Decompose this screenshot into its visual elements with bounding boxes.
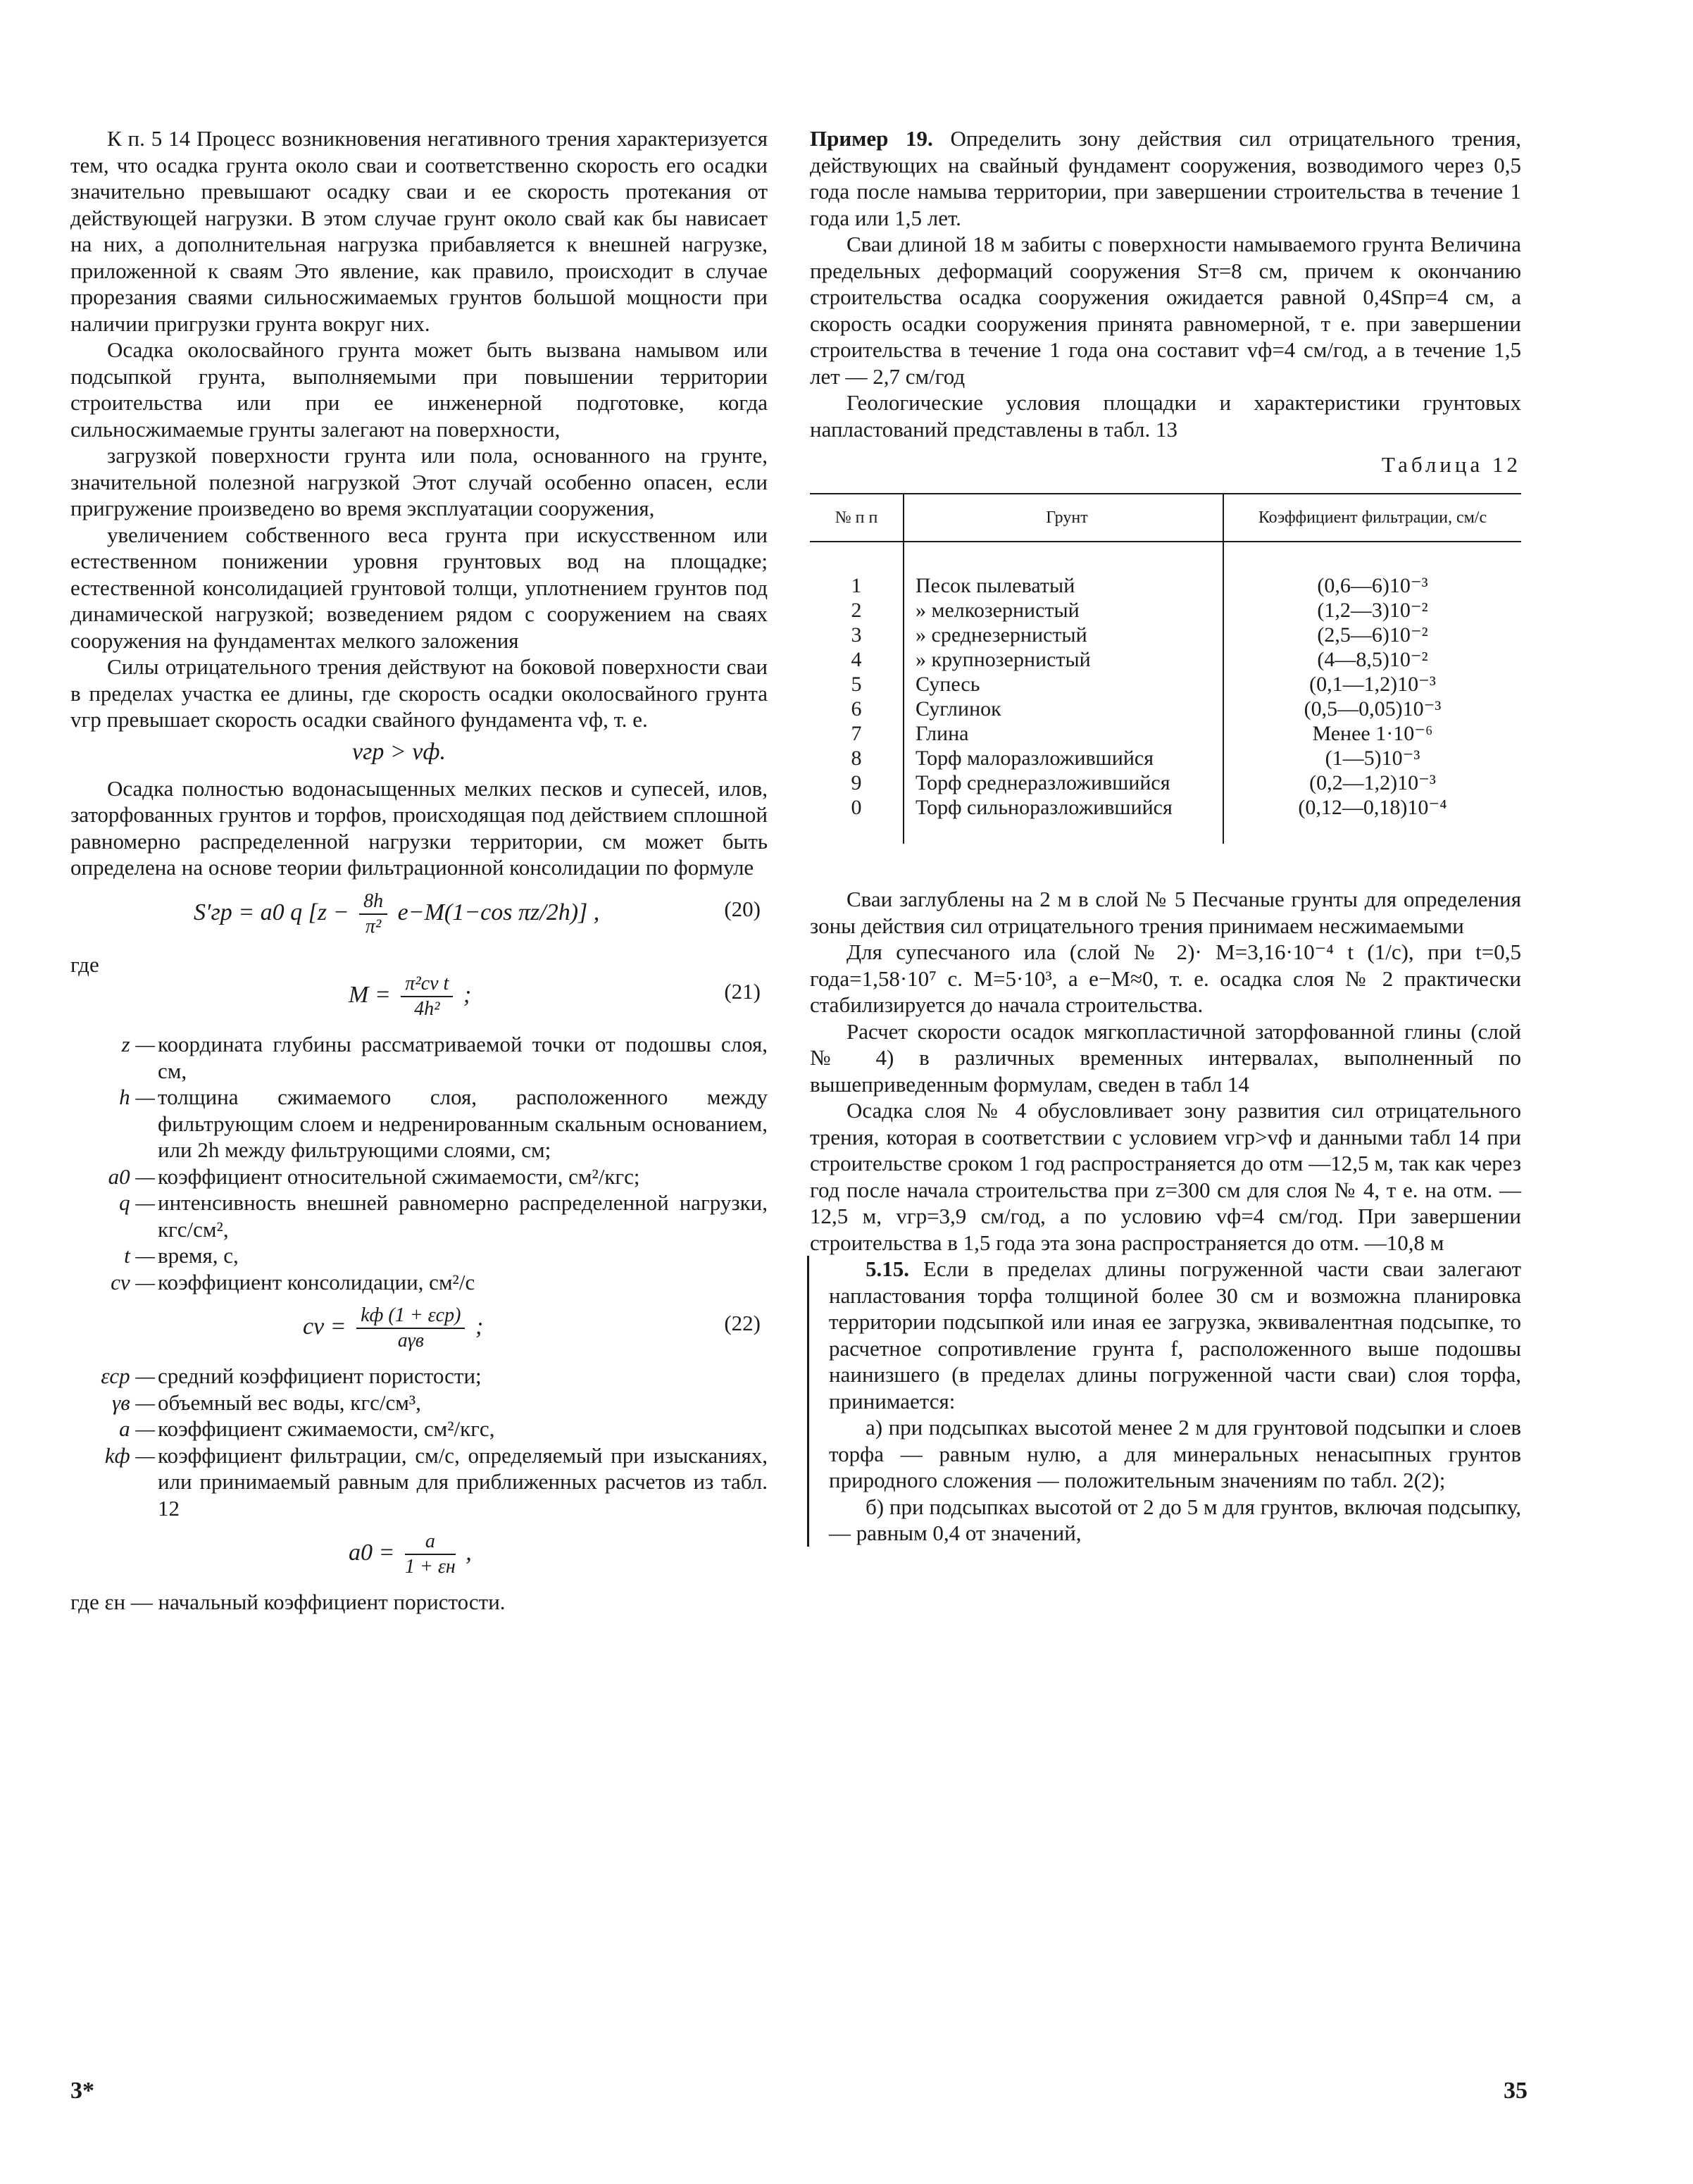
equation-20: [70, 881, 768, 949]
filtration-table: [810, 493, 1521, 844]
right-column: [810, 125, 1521, 1547]
definitions-1: [70, 1031, 768, 1295]
example-paragraph: [810, 125, 1521, 231]
paragraph: а) при подсыпках высотой менее 2 м для грунтовой подсыпки и слоев торфа — равным нулю, а для минеральных ненасыпных грунтов природного сложения — положительным значениям по табл. 2(2);: [829, 1415, 1521, 1492]
paragraph: Осадка слоя № 4 обусловливает зону развития сил отрицательного трения, которая в соответствии с условием vгр>vф и данными табл 14 при строительстве сроком 1 год распространяется до отм —12,5 м, так как через год после начала строительства при z=300 см для слоя № 4, т е. на отм. —12,5 м, vгр=3,9 см/год, а по условию vф=4 см/год. При завершении строительства в 1,5 года эта зона распространяется до отм. —10,8 м: [810, 1098, 1521, 1255]
table-row: 0 Торф сильноразложившийся (0,12—0,18)10⁻⁴: [810, 795, 1521, 844]
paragraph: Геологические условия площадки и характеристики грунтовых напластований представлены в табл. 13: [810, 390, 1521, 442]
paragraph: Сваи длиной 18 м забиты с поверхности намываемого грунта Величина предельных деформаций сооружения Sт=8 см, причем к окончанию строительства осадка сооружения ожидается равной 0,4Sпр=4 см, а скорость осадки сооружения принята равномерной, т е. при завершении строительства в течение 1 года она составит vф=4 см/год, а в течение 1,5 лет — 2,7 см/год: [810, 232, 1521, 389]
signature-mark: 3*: [70, 2078, 94, 2104]
definition: a0 — коэффициент относительной сжимаемости, см²/кгс;: [108, 1163, 640, 1189]
table-header-row: [810, 494, 1521, 542]
eq20-fraction: $\frac{8h}{\text{π²}}$: [359, 890, 387, 939]
eq20-rest: e−M(1−cos πz/2h)] ,: [397, 899, 600, 925]
eq20-lhs: S′гр = a0 q [z −: [194, 899, 349, 925]
paragraph: б) при подсыпках высотой от 2 до 5 м для грунтов, включая подсыпку, — равным 0,4 от значений,: [829, 1494, 1521, 1545]
paragraph: загрузкой поверхности грунта или пола, основанного на грунте, значительной полезной нагрузкой Этот случай особенно опасен, если пригружение произведено во время эксплуатации сооружения,: [70, 443, 768, 520]
example-text: Определить зону действия сил отрицательного трения, действующих на свайный фундамент сооружения, возводимого через 0,5 года после намыва территории, при завершении строительства в течение 1 года или 1,5 лет.: [810, 126, 1522, 230]
a0-fraction: $\frac{a}{1 + \varepsilon н}$: [404, 1530, 456, 1578]
paragraph: Расчет скорости осадок мягкопластичной заторфованной глины (слой № 4) в различных временных интервалах, выполненный по вышеприведенным формулам, сведен в табл 14: [810, 1018, 1521, 1097]
paragraph: Силы отрицательного трения действуют на боковой поверхности сваи в пределах участка ее длины, где скорость осадки околосвайного грунта vгр превышает скорость осадки свайного фундамента vф, т. е.: [70, 654, 768, 732]
paragraph: 5.15. Если в пределах длины погруженной части сваи залегают напластования торфа толщиной более 30 см и возможна планировка территории подсыпкой или иная ее загрузка, эквивалентная подсыпке, то расчетное сопротивление грунта f, расположенного выше подошвы наинизшего (в пределах длины погруженной части сваи) слоя торфа, принимается:: [829, 1256, 1522, 1414]
equation-a0: a0 = $\frac{a}{1 + \varepsilon н}$ ,: [349, 1530, 472, 1578]
paragraph: Для супесчаного ила (слой № 2)· M=3,16·10⁻⁴ t (1/с), при t=0,5 года=1,58·10⁷ с. M=5·10³, а e−M≈0, т. е. осадка слоя № 2 практически стабилизируется до начала строительства.: [810, 940, 1521, 1017]
definition: h — толщина сжимаемого слоя, расположенного между фильтрующим слоем и недренированным скальным основанием, или 2h между фильтрующими слоями, см;: [119, 1085, 768, 1162]
table-row: 1 Песок пылеватый (0,6—6)10⁻³: [810, 542, 1521, 598]
table-row: 3 » среднезернистый (2,5—6)10⁻²: [851, 623, 1428, 647]
definition: kф — коэффициент фильтрации, см/с, определяемый при изысканиях, или принимаемый равным для приближенных расчетов из табл. 12: [104, 1442, 768, 1521]
definition: z — координата глубины рассматриваемой точки от подошвы слоя, см,: [121, 1032, 768, 1083]
example-label: Пример 19.: [810, 126, 933, 151]
paragraph: К п. 5 14 Процесс возникновения негативного трения характеризуется тем, что осадка грунта около сваи и соответственно скорость его осадки значительно превышают осадку сваи и ее скорость протекания от действующей нагрузки. В этом случае грунт около свай как бы нависает на них, а дополнительная нагрузка прибавляется к внешней нагрузке, приложенной к сваям Это явление, как правило, происходит в случае прорезания сваями сильносжимаемых грунтов большой мощности при наличии пригрузки грунта вокруг них.: [70, 126, 768, 336]
definition: cv — коэффициент консолидации, см²/с: [111, 1269, 475, 1294]
equation-number: (21): [724, 979, 761, 1004]
column-header: № п п: [810, 494, 904, 542]
definitions-2: [70, 1363, 768, 1521]
eq22-fraction: $\frac{\text{kф (1 + εср)}}{\text{aγв}}$: [356, 1304, 465, 1353]
section-5-15: [807, 1256, 1521, 1547]
table-row: 7 Глина Менее 1·10⁻⁶: [851, 722, 1433, 745]
where-label: где: [70, 951, 99, 977]
eq21-fraction: $\frac{\text{π²cv t}}{\text{4h²}}$: [401, 972, 453, 1021]
paragraph: Сваи заглублены на 2 м в слой № 5 Песчаные грунты для определения зоны действия сил отрицательного трения принимаем несжимаемыми: [810, 887, 1521, 938]
table-row: 9 Торф среднеразложившийся (0,2—1,2)10⁻³: [851, 771, 1436, 794]
equation-number: (20): [724, 896, 761, 921]
left-column: [70, 125, 768, 1616]
paragraph: где εн — начальный коэффициент пористости.: [70, 1590, 506, 1614]
paragraph: увеличением собственного веса грунта при искусственном или естественном понижении уровня грунтовых вод на площадке; естественной консолидацией грунтовой толщи, уплотнением грунтов под динамической нагрузкой; возведением рядом с сооружением на сваях сооружения на фундаментах мелкого заложения: [70, 522, 768, 653]
equation-22: cv = $\frac{\text{kф (1 + εср)}}{\text{aγв}}$ ; (22): [303, 1304, 761, 1352]
table-row: 8 Торф малоразложившийся (1—5)10⁻³: [851, 747, 1420, 770]
column-header: Грунт: [904, 494, 1223, 542]
definition: q — интенсивность внешней равномерно распределенной нагрузки, кгс/см²,: [119, 1190, 768, 1242]
table-row: 4 » крупнозернистый (4—8,5)10⁻²: [851, 648, 1428, 671]
definition: γв — объемный вес воды, кгс/см³,: [112, 1390, 421, 1415]
paragraph: Осадка полностью водонасыщенных мелких песков и супесей, илов, заторфованных грунтов и торфов, происходящая под действием сплошной равномерно распределенной нагрузки территории, см может быть определена на основе теории фильтрационной консолидации по формуле: [70, 775, 768, 880]
table-row: 6 Суглинок (0,5—0,05)10⁻³: [851, 697, 1442, 720]
column-header: Коэффициент фильтрации, см/с: [1223, 494, 1521, 542]
table-caption: Таблица 12: [1381, 452, 1521, 477]
definition: t — время, с,: [124, 1243, 239, 1268]
table-row: 5 Супесь (0,1—1,2)10⁻³: [851, 673, 1436, 696]
equation-21: M = $\frac{\text{π²cv t}}{\text{4h²}}$ ; (21): [349, 973, 761, 1020]
equation-number: (22): [724, 1311, 761, 1335]
section-number: 5.15.: [866, 1256, 909, 1281]
definition: a — коэффициент сжимаемости, см²/кгс,: [119, 1416, 495, 1441]
inequality: vгр > vф.: [352, 738, 446, 765]
definition: εср — средний коэффициент пористости;: [101, 1364, 482, 1388]
table-row: 2 » мелкозернистый (1,2—3)10⁻²: [851, 599, 1428, 622]
page-number: 35: [1504, 2078, 1528, 2104]
paragraph: Осадка околосвайного грунта может быть вызвана намывом или подсыпкой грунта, выполняемыми при повышении территории строительства или при ее инженерной подготовке, когда сильносжимаемые грунты залегают на поверхности,: [70, 337, 768, 442]
